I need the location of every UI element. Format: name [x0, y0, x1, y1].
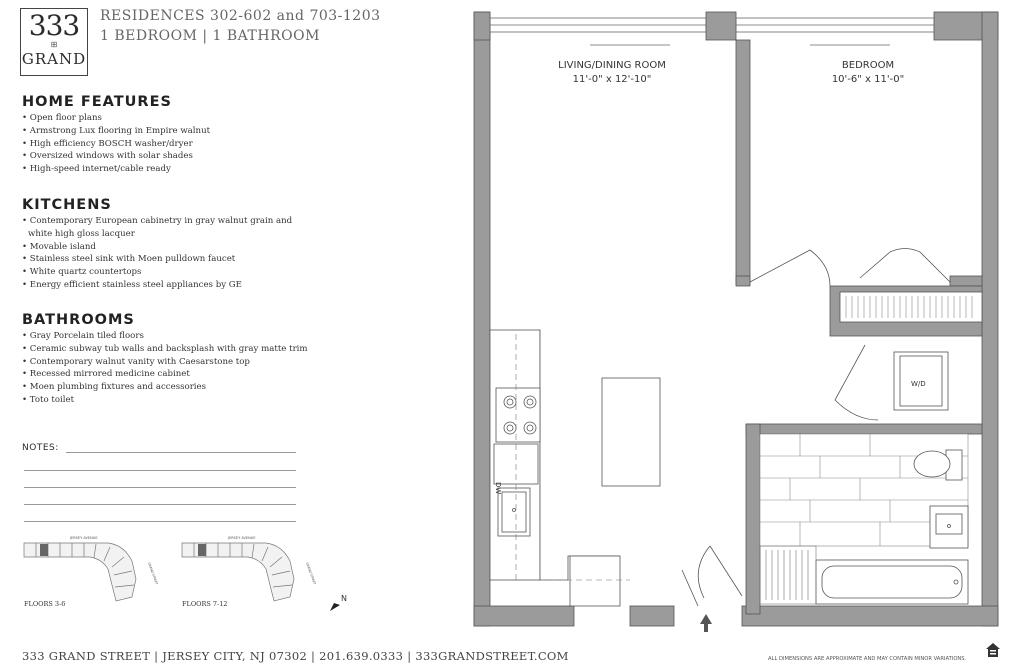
linen-closet [760, 546, 816, 604]
key-plan-floors-7-12 [182, 536, 317, 601]
svg-text:JERSEY AVENUE: JERSEY AVENUE [70, 536, 98, 540]
brand-logo [20, 8, 88, 76]
kitchens-section [22, 197, 292, 292]
feature-item: • White quartz countertops [22, 267, 142, 278]
feature-item: • Toto toilet [22, 394, 75, 405]
feature-item: • Moen plumbing fixtures and accessories [22, 382, 207, 393]
footer-address: 333 GRAND STREET | JERSEY CITY, NJ 07302 | 201.639.0333 | 333GRANDSTREET.COM [22, 649, 569, 663]
notes-label: NOTES: [22, 443, 59, 453]
vanity-sink [930, 506, 968, 548]
equal-housing-icon [986, 642, 1000, 656]
feature-item: • Open floor plans [22, 113, 102, 123]
feature-list [22, 330, 308, 407]
section-title: BATHROOMS [22, 312, 135, 328]
residence-numbers: RESIDENCES 302-602 and 703-1203 [100, 8, 381, 24]
feature-item: • Stainless steel sink with Moen pulldown faucet [22, 254, 236, 265]
feature-item: • Oversized windows with solar shades [22, 151, 193, 162]
residence-header [100, 6, 381, 46]
note-line [24, 504, 296, 505]
feature-item: • Contemporary walnut vanity with Caesarstone top [22, 356, 250, 367]
north-arrow-icon [330, 596, 340, 615]
svg-text:GRAND STREET: GRAND STREET [147, 561, 159, 586]
feature-list [22, 215, 292, 292]
bedroom-dims: 10'-6" x 11'-0" [831, 74, 905, 85]
bedroom-label: BEDROOM [841, 60, 895, 71]
feature-item: • Armstrong Lux flooring in Empire walnut [22, 125, 211, 136]
note-line [24, 470, 296, 471]
logo-word: GRAND [21, 50, 87, 68]
feature-item: • High-speed internet/cable ready [22, 164, 171, 175]
feature-item: white high gloss lacquer [28, 228, 135, 239]
key-plan-label: FLOORS 3-6 [24, 600, 66, 608]
note-line [24, 521, 296, 522]
unit-type: 1 BEDROOM | 1 BATHROOM [100, 28, 320, 44]
entry-arrow-icon [700, 614, 712, 632]
feature-item: • Energy efficient stainless steel appliances by GE [22, 279, 242, 290]
feature-item: • Recessed mirrored medicine cabinet [22, 369, 190, 380]
key-plan-floors-3-6 [24, 536, 159, 601]
section-title: KITCHENS [22, 197, 112, 213]
home-features-section [22, 94, 210, 176]
bathtub [816, 560, 968, 604]
logo-number: 333 [28, 9, 80, 42]
feature-item: • Movable island [22, 241, 96, 252]
section-title: HOME FEATURES [22, 94, 172, 110]
feature-item: • Ceramic subway tub walls and backsplash with gray matte trim [22, 343, 308, 354]
north-label: N [341, 594, 347, 603]
footer-disclaimer: ALL DIMENSIONS ARE APPROXIMATE AND MAY CONTAIN MINOR VARIATIONS. [768, 656, 967, 662]
feature-item: • High efficiency BOSCH washer/dryer [22, 138, 193, 149]
dw-label: DW [494, 482, 502, 495]
svg-text:GRAND STREET: GRAND STREET [305, 561, 317, 586]
wd-label: W/D [911, 380, 926, 388]
closet [840, 292, 982, 322]
feature-item: • Contemporary European cabinetry in gray walnut grain and [22, 216, 293, 226]
logo-mark-icon: ⊞ [50, 40, 58, 49]
note-line [66, 452, 296, 453]
key-plans [20, 535, 340, 615]
feature-item: • Gray Porcelain tiled floors [22, 331, 144, 341]
note-line [24, 487, 296, 488]
living-room-dims: 11'-0" x 12'-10" [572, 74, 652, 85]
kitchen [490, 330, 660, 606]
floor-plan [460, 0, 1000, 640]
key-plan-label: FLOORS 7-12 [182, 600, 228, 608]
svg-text:JERSEY AVENUE: JERSEY AVENUE [228, 536, 256, 540]
bathrooms-section [22, 312, 308, 407]
feature-list [22, 112, 210, 176]
living-room-label: LIVING/DINING ROOM [558, 60, 666, 71]
